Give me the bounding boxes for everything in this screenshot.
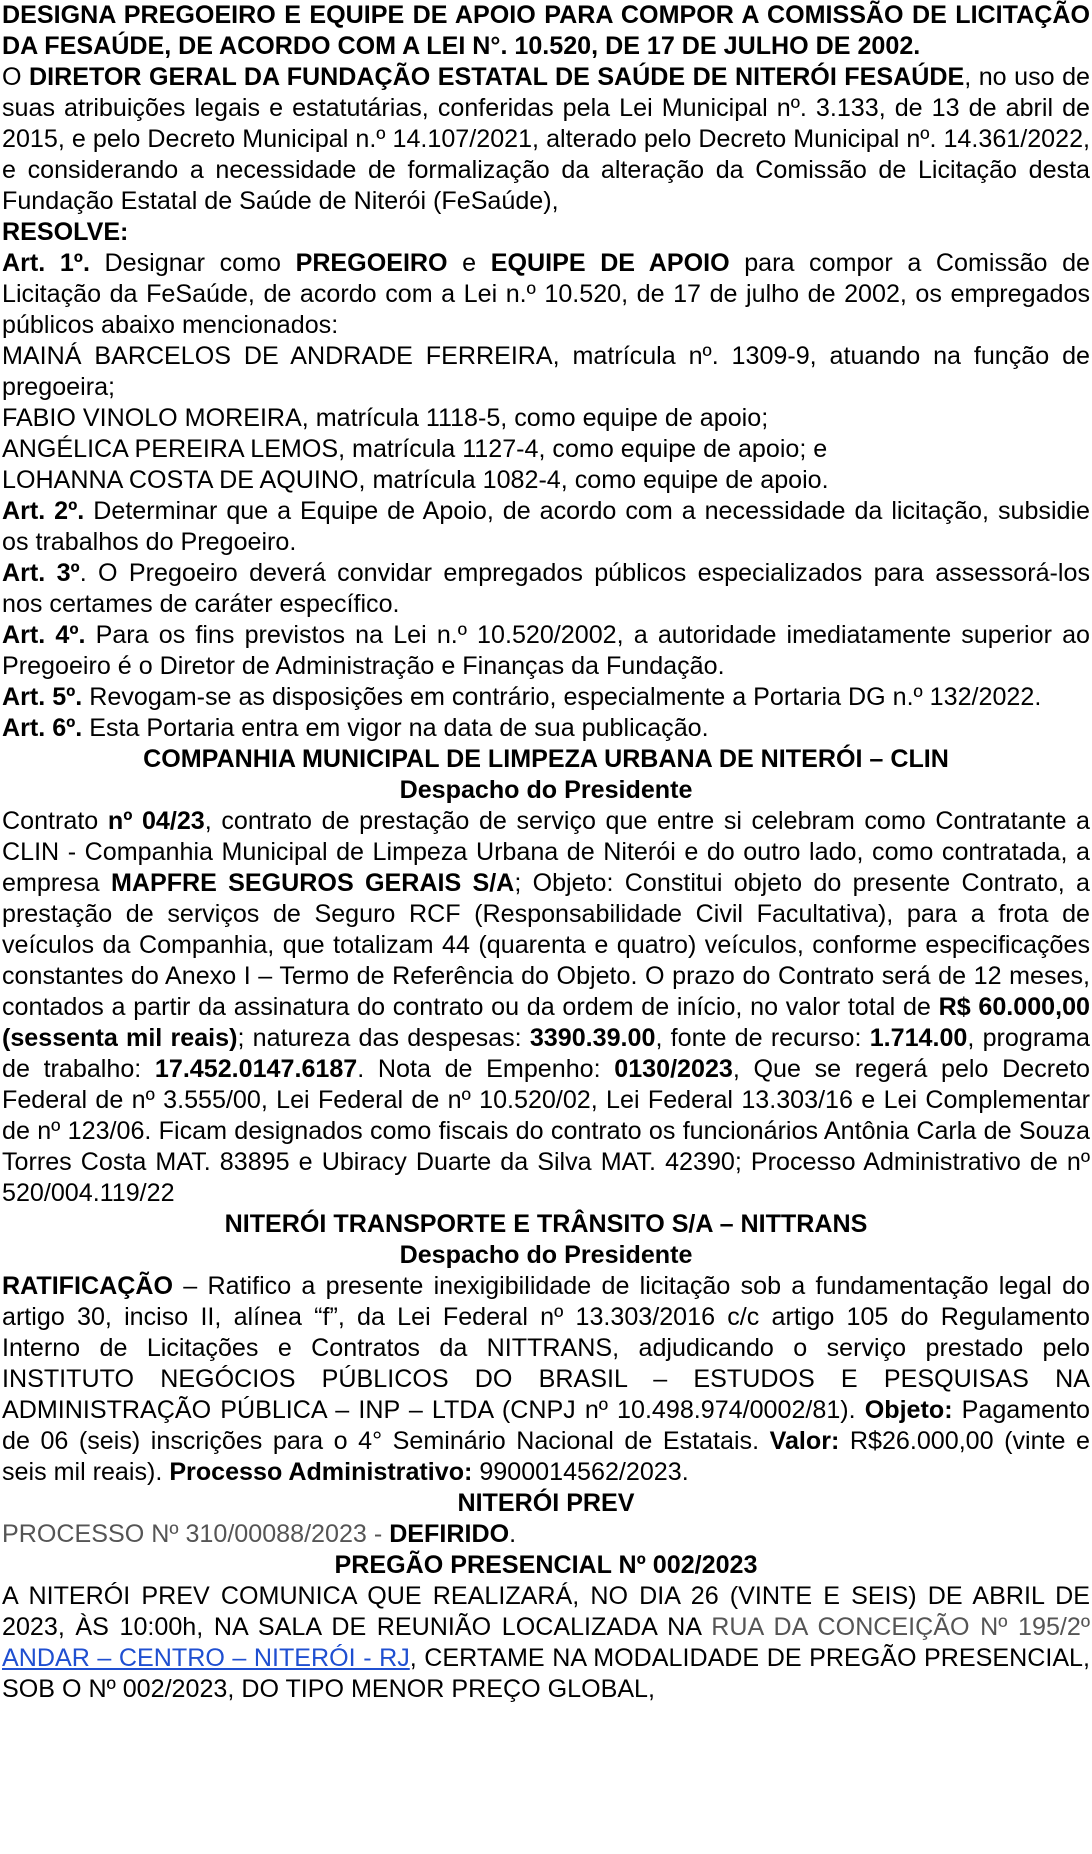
deferred-status: DEFIRIDO <box>389 1520 510 1548</box>
resolve-heading: RESOLVE: <box>2 218 129 246</box>
processo-line: PROCESSO Nº 310/00088/2023 - DEFIRIDO. <box>2 1520 517 1548</box>
niteroiprev-heading: NITERÓI PREV <box>457 1489 635 1517</box>
clin-contract-text: Contrato nº 04/23, contrato de prestação de serviço que entre si celebram como Contratante a CLIN - Companhia Municipal de Limpeza Urbana de Niterói e do outro lado, como contratada, a empresa MAPFRE SEGUROS GERAIS S/A; Objeto: Constitui objeto do presente Contrato, a prestação de serviços de Seguro RCF (Responsabilidade Civil Facultativa), para a frota de veículos da Companhia, que totalizam 44 (quarenta e quatro) veículos, conforme especificações constantes do Anexo I – Termo de Referência do Objeto. O prazo do Contrato será de 12 meses, contados a partir da assinatura do contrato ou da ordem de início, no valor total de R$ 60.000,00 (sessenta mil reais); natureza das despesas: 3390.39.00, fonte de recurso: 1.714.00, programa de trabalho: 17.452.0147.6187. Nota de Empenho: 0130/2023, Que se regerá pelo Decreto Federal de nº 3.555/00, Lei Federal de nº 10.520/02, Lei Federal 13.303/16 e Lei Complementar de nº 123/06. Ficam designados como fiscais do contrato os funcionários Antônia Carla de Souza Torres Costa MAT. 83895 e Ubiracy Duarte da Silva MAT. 42390; Processo Administrativo de nº 520/004.119/22 <box>2 807 1091 1207</box>
member-item: MAINÁ BARCELOS DE ANDRADE FERREIRA, matrícula nº. 1309-9, atuando na função de pregoeira; <box>2 342 1090 401</box>
pregao-heading: PREGÃO PRESENCIAL Nº 002/2023 <box>334 1551 758 1579</box>
member-item: ANGÉLICA PEREIRA LEMOS, matrícula 1127-4, como equipe de apoio; e <box>2 435 828 463</box>
article-1: Art. 1º. Designar como PREGOEIRO e EQUIPE DE APOIO para compor a Comissão de Licitação da FeSaúde, de acordo com a Lei n.º 10.520, de 17 de julho de 2002, os empregados públicos abaixo mencionados: <box>2 249 1091 339</box>
clin-heading: COMPANHIA MUNICIPAL DE LIMPEZA URBANA DE NITERÓI – CLIN <box>143 745 949 773</box>
member-item: LOHANNA COSTA DE AQUINO, matrícula 1082-4, como equipe de apoio. <box>2 466 829 494</box>
nittrans-heading: NITERÓI TRANSPORTE E TRÂNSITO S/A – NITTRANS <box>224 1210 868 1238</box>
article-6: Art. 6º. Esta Portaria entra em vigor na data de sua publicação. <box>2 714 709 742</box>
member-item: FABIO VINOLO MOREIRA, matrícula 1118-5, como equipe de apoio; <box>2 404 769 432</box>
address-link[interactable]: ANDAR – CENTRO – NITERÓI - RJ <box>2 1644 410 1672</box>
director-title: DIRETOR GERAL DA FUNDAÇÃO ESTATAL DE SAÚDE DE NITERÓI FESAÚDE <box>29 63 965 91</box>
fesaude-intro: O DIRETOR GERAL DA FUNDAÇÃO ESTATAL DE SAÚDE DE NITERÓI FESAÚDE, no uso de suas atribuições legais e estatutárias, conferidas pela Lei Municipal nº. 3.133, de 13 de abril de 2015, e pelo Decreto Municipal n.º 14.107/2021, alterado pelo Decreto Municipal nº. 14.361/2022, e considerando a necessidade de formalização da alteração da Comissão de Licitação desta Fundação Estatal de Saúde de Niterói (FeSaúde), <box>2 63 1090 215</box>
article-2: Art. 2º. Determinar que a Equipe de Apoio, de acordo com a necessidade da licitação, subsidie os trabalhos do Pregoeiro. <box>2 497 1091 556</box>
portaria-title: DESIGNA PREGOEIRO E EQUIPE DE APOIO PARA COMPOR A COMISSÃO DE LICITAÇÃO DA FESAÚDE, DE ACORDO COM A LEI N°. 10.520, DE 17 DE JULHO DE 2002. <box>2 1 1090 60</box>
fesaude-title <box>2 0 1090 62</box>
nittrans-ratification-text: RATIFICAÇÃO – Ratifico a presente inexigibilidade de licitação sob a fundamentação legal do artigo 30, inciso II, alínea “f”, da Lei Federal nº 13.303/2016 c/c artigo 105 do Regulamento Interno de Licitações e Contratos da NITTRANS, adjudicando o serviço prestado pelo INSTITUTO NEGÓCIOS PÚBLICOS DO BRASIL – ESTUDOS E PESQUISAS NA ADMINISTRAÇÃO PÚBLICA – INP – LTDA (CNPJ nº 10.498.974/0002/81). Objeto: Pagamento de 06 (seis) inscrições para o 4° Seminário Nacional de Estatais. Valor: R$26.000,00 (vinte e seis mil reais). Processo Administrativo: 9900014562/2023. <box>2 1272 1090 1486</box>
clin-subheading: Despacho do Presidente <box>399 776 693 804</box>
article-4: Art. 4º. Para os fins previstos na Lei n.º 10.520/2002, a autoridade imediatamente superior ao Pregoeiro é o Diretor de Administração e Finanças da Fundação. <box>2 621 1091 680</box>
article-3: Art. 3º. O Pregoeiro deverá convidar empregados públicos especializados para assessorá-los nos certames de caráter específico. <box>2 559 1090 618</box>
article-5: Art. 5º. Revogam-se as disposições em contrário, especialmente a Portaria DG n.º 132/2022. <box>2 683 1042 711</box>
pregao-text: A NITERÓI PREV COMUNICA QUE REALIZARÁ, NO DIA 26 (VINTE E SEIS) DE ABRIL DE 2023, ÀS 10:00h, NA SALA DE REUNIÃO LOCALIZADA NA RUA DA CONCEIÇÃO Nº 195/2º ANDAR – CENTRO – NITERÓI - RJ, CERTAME NA MODALIDADE DE PREGÃO PRESENCIAL, SOB O Nº 002/2023, DO TIPO MENOR PREÇO GLOBAL, <box>2 1582 1090 1703</box>
nittrans-subheading: Despacho do Presidente <box>399 1241 693 1269</box>
